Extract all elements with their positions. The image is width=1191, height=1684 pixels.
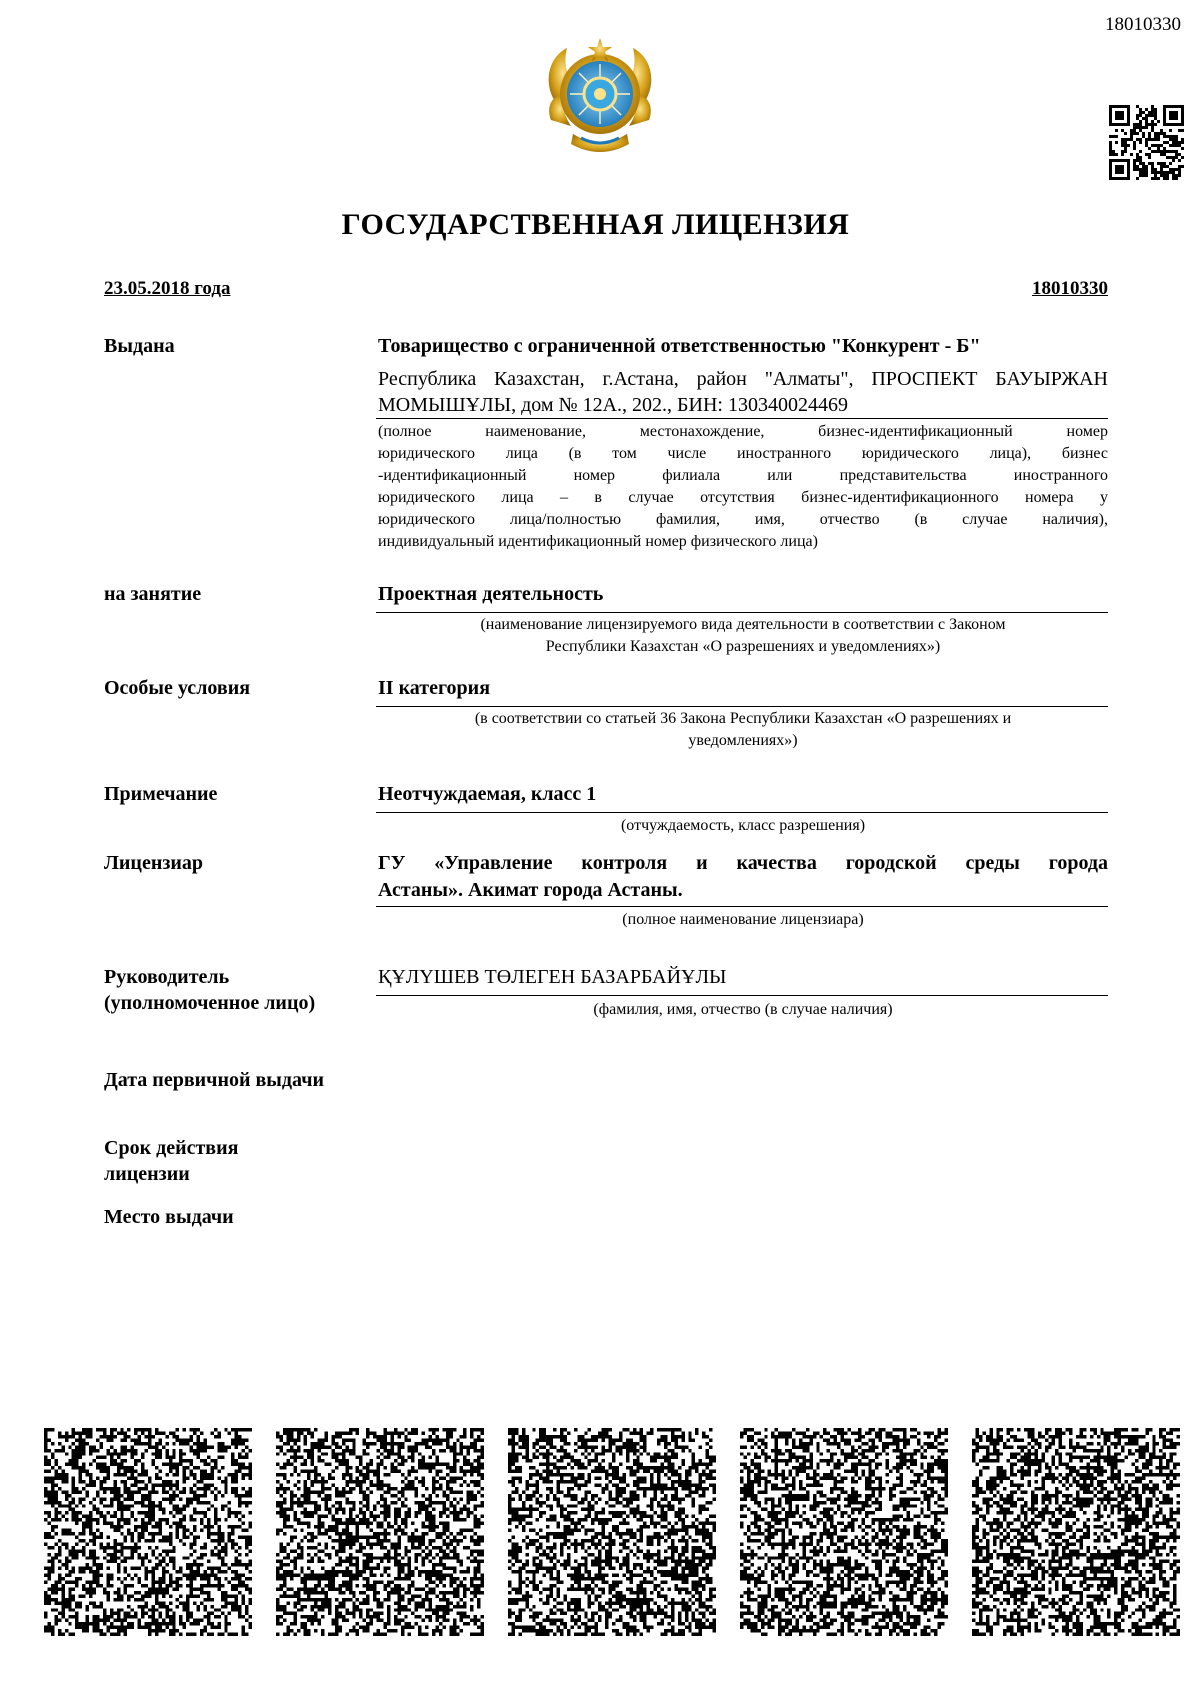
issued-to-label: Выдана — [104, 335, 175, 357]
remark-label: Примечание — [104, 783, 218, 805]
divider — [376, 995, 1108, 996]
divider — [376, 906, 1108, 907]
document-title: ГОСУДАРСТВЕННАЯ ЛИЦЕНЗИЯ — [341, 208, 850, 241]
state-emblem-icon — [537, 34, 663, 160]
license-number: 18010330 — [1032, 278, 1108, 299]
special-conditions-value: II категория — [378, 677, 491, 699]
document-number-corner: 18010330 — [1105, 14, 1181, 35]
issue-date: 23.05.2018 года — [104, 278, 231, 299]
licensee-note-line-6: индивидуальный идентификационный номер физического лица) — [378, 533, 818, 550]
divider — [376, 612, 1108, 613]
remark-value: Неотчуждаемая, класс 1 — [378, 783, 597, 805]
activity-note-line-1: (наименование лицензируемого вида деятельности в соответствии с Законом — [480, 616, 1006, 633]
divider — [376, 812, 1108, 813]
validity-label-line-2: лицензии — [104, 1163, 190, 1185]
licensee-address-line-2: МОМЫШҰЛЫ, дом № 12А., 202., БИН: 130340024469 — [378, 394, 848, 416]
head-note: (фамилия, имя, отчество (в случае наличия) — [593, 1001, 893, 1018]
licensor-note: (полное наименование лицензиара) — [622, 911, 864, 928]
head-label-line-2: (уполномоченное лицо) — [104, 992, 316, 1014]
licensee-note-line-4: юридического лица – в случае отсутствия бизнес-идентификационного номера у — [378, 489, 1108, 506]
divider — [376, 418, 1108, 419]
qr-code-icon — [508, 1428, 716, 1636]
divider — [376, 706, 1108, 707]
licensee-note-line-1: (полное наименование, местонахождение, бизнес-идентификационный номер — [378, 423, 1108, 440]
licensee-note-line-3: -идентификационный номер филиала или представительства иностранного — [378, 467, 1108, 484]
qr-code-icon — [44, 1428, 252, 1636]
head-value: ҚҰЛҮШЕВ ТӨЛЕГЕН БАЗАРБАЙҰЛЫ — [378, 966, 727, 988]
place-of-issue-label: Место выдачи — [104, 1206, 234, 1228]
licensee-note-line-5: юридического лица/полностью фамилия, имя, отчество (в случае наличия), — [378, 511, 1108, 528]
remark-note: (отчуждаемость, класс разрешения) — [620, 817, 866, 834]
licensor-value-line-1: ГУ «Управление контроля и качества городской среды города — [378, 852, 1108, 874]
licensor-value-line-2: Астаны». Акимат города Астаны. — [378, 879, 683, 901]
licensee-name: Товарищество с ограниченной ответственностью "Конкурент - Б" — [378, 335, 981, 357]
qr-code-icon — [276, 1428, 484, 1636]
licensee-note-line-2: юридического лица (в том числе иностранного юридического лица), бизнес — [378, 445, 1108, 462]
activity-value: Проектная деятельность — [378, 583, 604, 605]
licensor-label: Лицензиар — [104, 852, 204, 874]
special-conditions-note-line-1: (в соответствии со статьей 36 Закона Республики Казахстан «О разрешениях и — [474, 710, 1012, 727]
qr-code-icon — [740, 1428, 948, 1636]
special-conditions-label: Особые условия — [104, 677, 251, 699]
first-issue-date-label: Дата первичной выдачи — [104, 1069, 325, 1091]
activity-label: на занятие — [104, 583, 202, 605]
activity-note-line-2: Республики Казахстан «О разрешениях и уведомлениях») — [545, 638, 941, 655]
qr-code-icon — [1109, 105, 1184, 180]
licensee-address-line-1: Республика Казахстан, г.Астана, район "Алматы", ПРОСПЕКТ БАУЫРЖАН — [378, 368, 1108, 390]
head-label-line-1: Руководитель — [104, 966, 230, 988]
qr-code-icon — [972, 1428, 1180, 1636]
validity-label-line-1: Срок действия — [104, 1137, 239, 1159]
special-conditions-note-line-2: уведомлениях») — [688, 732, 798, 749]
